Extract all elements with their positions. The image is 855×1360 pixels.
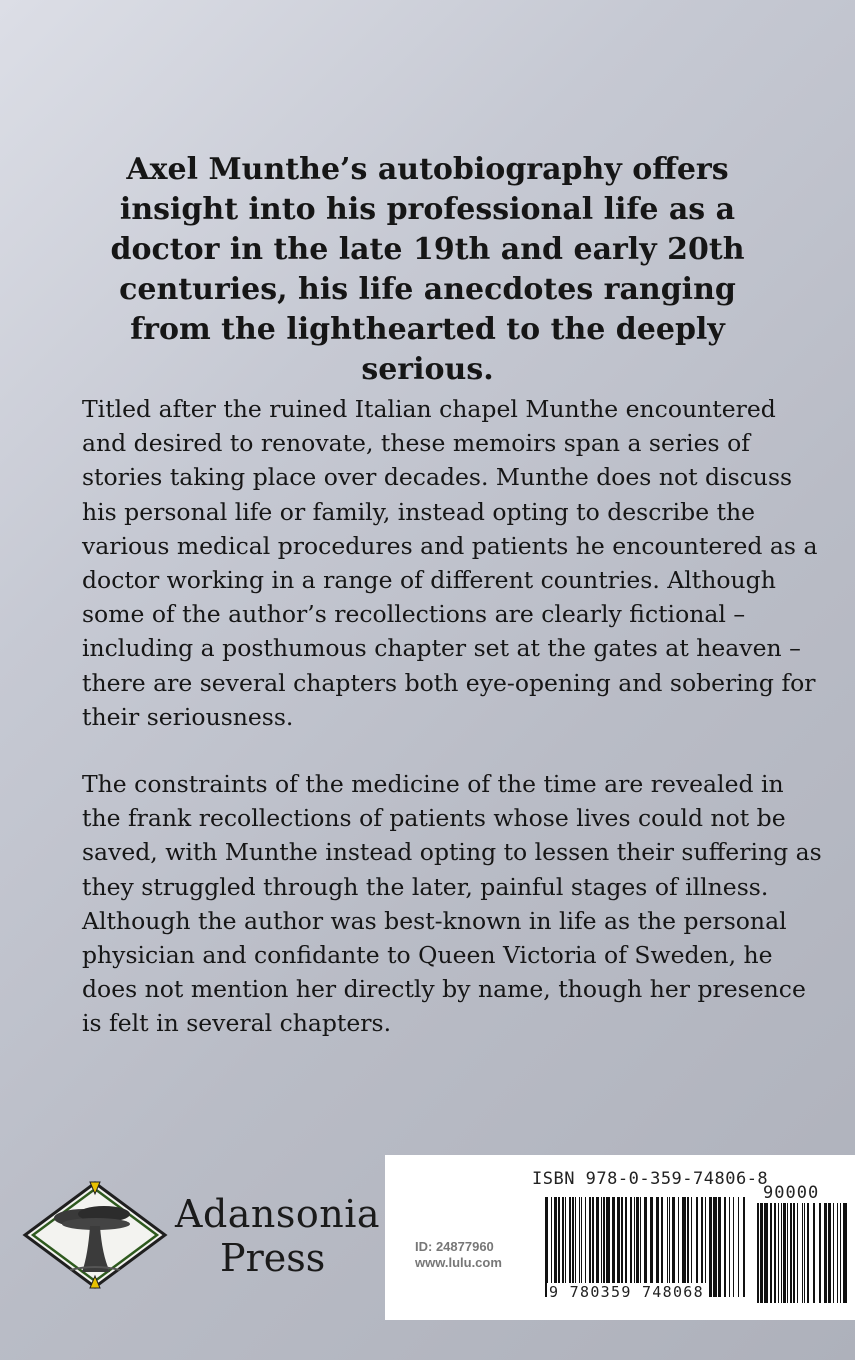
isbn-barcode	[545, 1197, 745, 1297]
description-paragraph-1: Titled after the ruined Italian chapel Munthe encountered and desired to renovate, these memoirs span a series of stories taking place over decades. Munthe does not discuss his personal life or family, instead opting to describe the various medical procedures and patients he encountered as a doctor working in a range of different countries. Although some of the author’s recollections are clearly fictional – including a posthumous chapter set at the gates at heaven – there are several chapters both eye-opening and sobering for their seriousness.	[82, 395, 818, 731]
price-addon-barcode	[757, 1203, 847, 1303]
description-paragraph-2: The constraints of the medicine of the time are revealed in the frank recollections of patients whose lives could not be saved, with Munthe instead opting to lessen their suffering as they struggled through the later, painful stages of illness. Although the author was best-known in life as the personal physician and confidante to Queen Victoria of Sweden, he does not mention her directly by name, though her presence is felt in several chapters.	[82, 770, 822, 1038]
isbn-label: ISBN 978-0-359-74806-8	[532, 1169, 769, 1189]
publisher-logo	[20, 1180, 380, 1290]
publisher-name-line1: Adansonia	[175, 1192, 381, 1236]
lulu-id-block	[415, 1239, 502, 1271]
lulu-id-label: ID: 24877960	[415, 1239, 494, 1254]
barcode-box	[385, 1155, 855, 1320]
publisher-name-line2: Press	[220, 1236, 326, 1280]
barcode-digits: 9 780359 748068	[549, 1283, 704, 1301]
blurb-headline: Axel Munthe’s autobiography offers insight into his professional life as a doctor in the late 19th and early 20th centuries, his life anecdotes ranging from the lighthearted to the deeply serious.	[110, 152, 745, 387]
lulu-site-label: www.lulu.com	[415, 1255, 502, 1270]
baobab-tree-icon	[20, 1180, 170, 1290]
price-addon-digits: 90000	[763, 1183, 820, 1203]
